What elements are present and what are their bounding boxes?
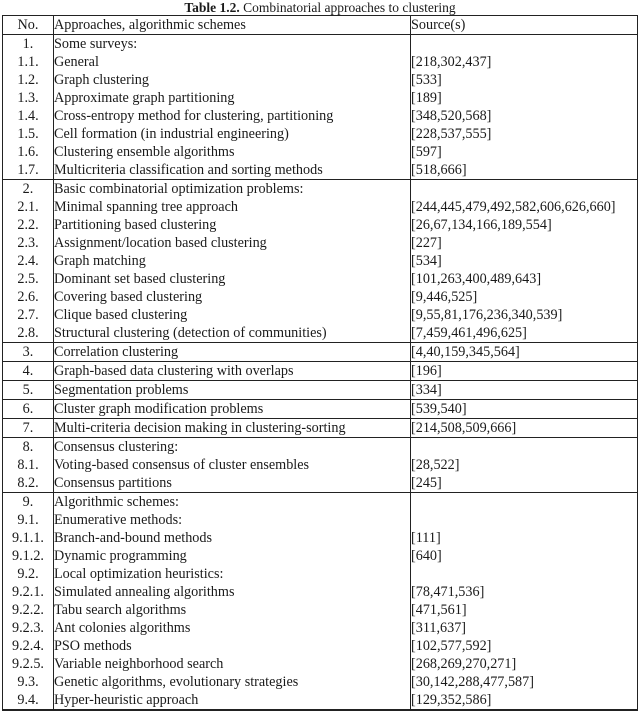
- cell-approach: Approximate graph partitioning: [54, 89, 411, 107]
- table-row: [3, 143, 638, 161]
- cell-approach: Structural clustering (detection of communities): [54, 324, 411, 343]
- cell-approach: Variable neighborhood search: [54, 655, 411, 673]
- cell-source: [534]: [411, 252, 638, 270]
- table-row: [3, 583, 638, 601]
- header-no: No.: [3, 16, 54, 35]
- cell-approach: Covering based clustering: [54, 288, 411, 306]
- cell-no: 2.1.: [3, 198, 54, 216]
- table-row: [3, 306, 638, 324]
- row-group: [3, 493, 638, 711]
- cell-no: 9.2.2.: [3, 601, 54, 619]
- table-row: [3, 619, 638, 637]
- cell-no: 1.: [3, 35, 54, 54]
- cell-approach: Partitioning based clustering: [54, 216, 411, 234]
- table-row: [3, 89, 638, 107]
- cell-source: [4,40,159,345,564]: [411, 343, 638, 362]
- table-row: [3, 288, 638, 306]
- cell-source: [411, 438, 638, 457]
- table-row: [3, 270, 638, 288]
- cell-source: [189]: [411, 89, 638, 107]
- cell-no: 1.6.: [3, 143, 54, 161]
- cell-no: 1.1.: [3, 53, 54, 71]
- cell-source: [471,561]: [411, 601, 638, 619]
- table-row: [3, 601, 638, 619]
- cell-source: [111]: [411, 529, 638, 547]
- table-row: [3, 637, 638, 655]
- cell-approach: Tabu search algorithms: [54, 601, 411, 619]
- table-caption: [0, 0, 640, 16]
- cell-no: 9.2.: [3, 565, 54, 583]
- table-row: [3, 456, 638, 474]
- cell-no: 6.: [3, 400, 54, 419]
- cell-no: 7.: [3, 419, 54, 438]
- cell-no: 2.2.: [3, 216, 54, 234]
- row-group: [3, 400, 638, 419]
- cell-approach: Correlation clustering: [54, 343, 411, 362]
- cell-source: [311,637]: [411, 619, 638, 637]
- cell-source: [78,471,536]: [411, 583, 638, 601]
- table-row: [3, 438, 638, 457]
- cell-no: 2.8.: [3, 324, 54, 343]
- header-source: Source(s): [411, 16, 638, 35]
- cell-no: 2.: [3, 180, 54, 199]
- cell-approach: Graph-based data clustering with overlaps: [54, 362, 411, 381]
- cell-source: [9,55,81,176,236,340,539]: [411, 306, 638, 324]
- cell-source: [518,666]: [411, 161, 638, 180]
- table-row: [3, 252, 638, 270]
- cell-approach: Algorithmic schemes:: [54, 493, 411, 512]
- table-row: [3, 474, 638, 493]
- cell-no: 2.6.: [3, 288, 54, 306]
- cell-no: 1.2.: [3, 71, 54, 89]
- cell-source: [214,508,509,666]: [411, 419, 638, 438]
- row-group: [3, 381, 638, 400]
- cell-approach: Consensus partitions: [54, 474, 411, 493]
- cell-no: 9.2.5.: [3, 655, 54, 673]
- cell-approach: Cross-entropy method for clustering, partitioning: [54, 107, 411, 125]
- cell-source: [244,445,479,492,582,606,626,660]: [411, 198, 638, 216]
- cell-source: [102,577,592]: [411, 637, 638, 655]
- cell-source: [533]: [411, 71, 638, 89]
- cell-no: 5.: [3, 381, 54, 400]
- cell-approach: Assignment/location based clustering: [54, 234, 411, 252]
- cell-approach: Simulated annealing algorithms: [54, 583, 411, 601]
- table-row: [3, 125, 638, 143]
- cell-approach: Voting-based consensus of cluster ensembles: [54, 456, 411, 474]
- table-row: [3, 529, 638, 547]
- table-row: [3, 691, 638, 710]
- header-row: [3, 16, 638, 35]
- cell-approach: PSO methods: [54, 637, 411, 655]
- cell-approach: Ant colonies algorithms: [54, 619, 411, 637]
- cell-no: 8.2.: [3, 474, 54, 493]
- row-group: [3, 362, 638, 381]
- cell-no: 9.1.1.: [3, 529, 54, 547]
- cell-source: [9,446,525]: [411, 288, 638, 306]
- table-row: [3, 493, 638, 512]
- cell-source: [228,537,555]: [411, 125, 638, 143]
- table-row: [3, 343, 638, 362]
- cell-approach: Basic combinatorial optimization problems:: [54, 180, 411, 199]
- cell-source: [334]: [411, 381, 638, 400]
- table-row: [3, 655, 638, 673]
- cell-source: [348,520,568]: [411, 107, 638, 125]
- cell-no: 9.: [3, 493, 54, 512]
- table-row: [3, 381, 638, 400]
- cell-no: 3.: [3, 343, 54, 362]
- row-group: [3, 180, 638, 343]
- table-row: [3, 547, 638, 565]
- cell-no: 1.5.: [3, 125, 54, 143]
- cell-approach: Consensus clustering:: [54, 438, 411, 457]
- cell-no: 4.: [3, 362, 54, 381]
- cell-source: [597]: [411, 143, 638, 161]
- cell-no: 1.4.: [3, 107, 54, 125]
- table-row: [3, 511, 638, 529]
- cell-no: 9.2.4.: [3, 637, 54, 655]
- cell-approach: Some surveys:: [54, 35, 411, 54]
- cell-approach: Graph clustering: [54, 71, 411, 89]
- cell-no: 9.2.1.: [3, 583, 54, 601]
- clustering-approaches-table: [2, 15, 638, 711]
- cell-no: 2.7.: [3, 306, 54, 324]
- cell-source: [129,352,586]: [411, 691, 638, 710]
- cell-approach: Dynamic programming: [54, 547, 411, 565]
- cell-approach: Genetic algorithms, evolutionary strategies: [54, 673, 411, 691]
- cell-approach: Multicriteria classification and sorting methods: [54, 161, 411, 180]
- cell-source: [196]: [411, 362, 638, 381]
- cell-approach: Local optimization heuristics:: [54, 565, 411, 583]
- table-row: [3, 161, 638, 180]
- cell-source: [101,263,400,489,643]: [411, 270, 638, 288]
- header-approach: Approaches, algorithmic schemes: [54, 16, 411, 35]
- cell-source: [411, 180, 638, 199]
- cell-approach: General: [54, 53, 411, 71]
- cell-no: 2.4.: [3, 252, 54, 270]
- cell-approach: Dominant set based clustering: [54, 270, 411, 288]
- table-caption-label: Table 1.2.: [184, 0, 240, 15]
- cell-source: [539,540]: [411, 400, 638, 419]
- table-row: [3, 198, 638, 216]
- table-caption-title: Combinatorial approaches to clustering: [243, 0, 456, 15]
- cell-source: [227]: [411, 234, 638, 252]
- table-row: [3, 107, 638, 125]
- cell-no: 1.7.: [3, 161, 54, 180]
- cell-approach: Branch-and-bound methods: [54, 529, 411, 547]
- cell-source: [30,142,288,477,587]: [411, 673, 638, 691]
- cell-source: [245]: [411, 474, 638, 493]
- table-row: [3, 565, 638, 583]
- cell-approach: Clustering ensemble algorithms: [54, 143, 411, 161]
- cell-source: [640]: [411, 547, 638, 565]
- cell-no: 8.1.: [3, 456, 54, 474]
- cell-no: 9.1.2.: [3, 547, 54, 565]
- row-group: [3, 438, 638, 493]
- cell-approach: Enumerative methods:: [54, 511, 411, 529]
- table-row: [3, 234, 638, 252]
- cell-no: 9.4.: [3, 691, 54, 710]
- cell-no: 9.1.: [3, 511, 54, 529]
- cell-no: 8.: [3, 438, 54, 457]
- cell-source: [26,67,134,166,189,554]: [411, 216, 638, 234]
- table-row: [3, 400, 638, 419]
- cell-no: 9.3.: [3, 673, 54, 691]
- cell-approach: Graph matching: [54, 252, 411, 270]
- row-group: [3, 419, 638, 438]
- table-row: [3, 673, 638, 691]
- cell-source: [411, 493, 638, 512]
- table-row: [3, 216, 638, 234]
- cell-source: [28,522]: [411, 456, 638, 474]
- row-group: [3, 35, 638, 180]
- cell-approach: Segmentation problems: [54, 381, 411, 400]
- cell-approach: Minimal spanning tree approach: [54, 198, 411, 216]
- cell-no: 2.3.: [3, 234, 54, 252]
- cell-source: [411, 565, 638, 583]
- cell-source: [268,269,270,271]: [411, 655, 638, 673]
- cell-approach: Cluster graph modification problems: [54, 400, 411, 419]
- table-row: [3, 53, 638, 71]
- cell-source: [411, 35, 638, 54]
- cell-approach: Clique based clustering: [54, 306, 411, 324]
- cell-source: [7,459,461,496,625]: [411, 324, 638, 343]
- cell-no: 2.5.: [3, 270, 54, 288]
- cell-approach: Hyper-heuristic approach: [54, 691, 411, 710]
- table-row: [3, 180, 638, 199]
- cell-approach: Cell formation (in industrial engineering): [54, 125, 411, 143]
- row-group: [3, 343, 638, 362]
- table-row: [3, 419, 638, 438]
- table-row: [3, 362, 638, 381]
- table-row: [3, 35, 638, 54]
- cell-source: [218,302,437]: [411, 53, 638, 71]
- cell-approach: Multi-criteria decision making in clustering-sorting: [54, 419, 411, 438]
- cell-no: 9.2.3.: [3, 619, 54, 637]
- cell-source: [411, 511, 638, 529]
- cell-no: 1.3.: [3, 89, 54, 107]
- table-row: [3, 324, 638, 343]
- table-row: [3, 71, 638, 89]
